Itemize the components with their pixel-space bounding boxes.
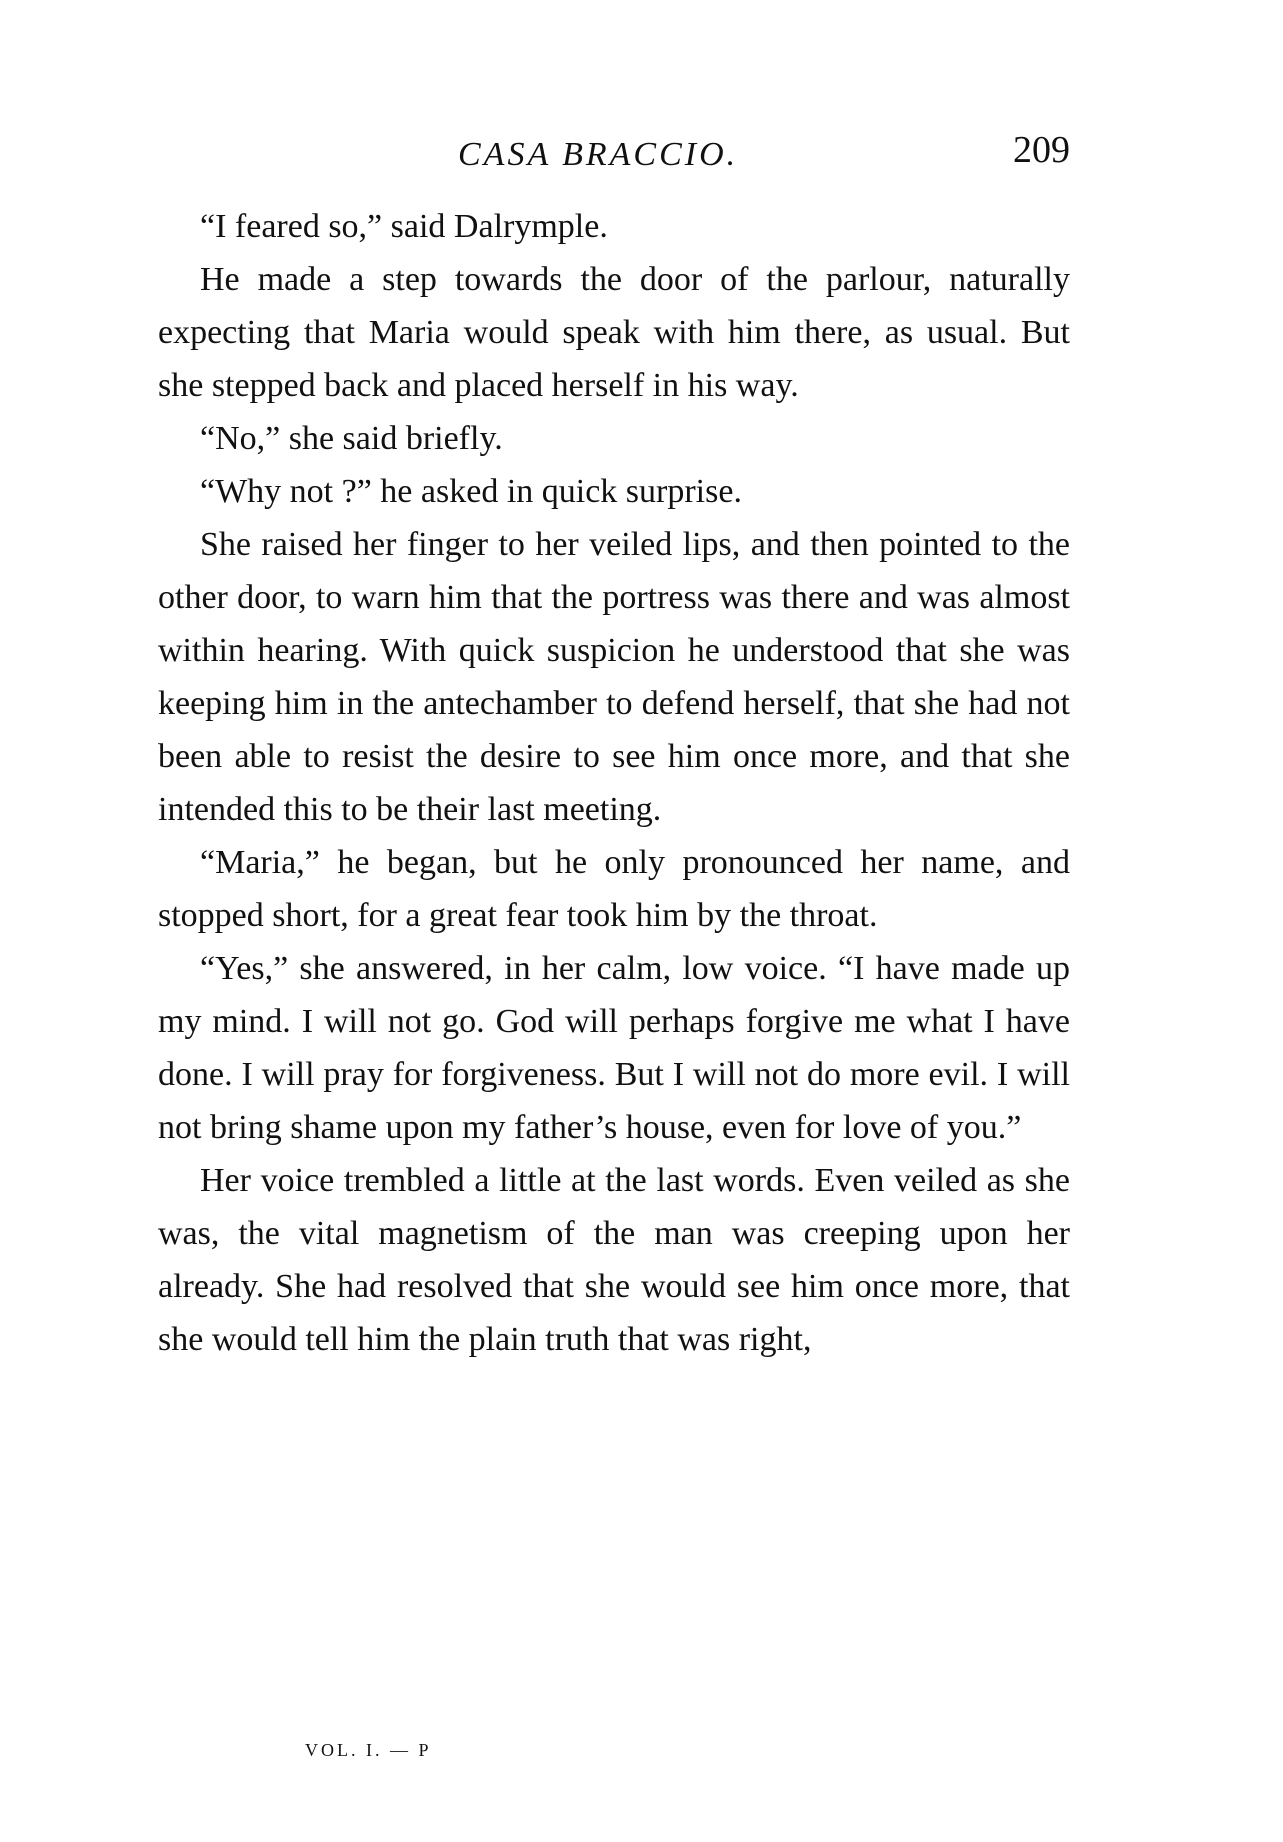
page-number: 209 <box>1013 129 1070 171</box>
paragraph: “Maria,” he began, but he only pronounced her name, and stopped short, for a great fear took him by the throat. <box>158 844 1070 934</box>
running-title: CASA BRACCIO. <box>458 136 739 173</box>
body-text <box>158 200 1070 1366</box>
paragraph: “No,” she said briefly. <box>200 420 503 457</box>
signature-mark: VOL. I. — P <box>305 1740 432 1760</box>
paragraph: He made a step towards the door of the parlour, naturally expecting that Maria would speak with him there, as usual. But she stepped back and placed herself in his way. <box>158 261 1070 404</box>
paragraph: She raised her finger to her veiled lips, and then pointed to the other door, to warn him that the portress was there and was almost within hearing. With quick suspicion he understood that she was keeping him in the antechamber to defend herself, that she had not been able to resist the desire to see him once more, and that she intended this to be their last meeting. <box>158 526 1070 828</box>
paragraph: Her voice trembled a little at the last words. Even veiled as she was, the vital magnetism of the man was creeping upon her already. She had resolved that she would see him once more, that she would tell him the plain truth that was right, <box>158 1162 1070 1358</box>
book-page <box>158 128 1070 1366</box>
page-header <box>158 128 1070 200</box>
paragraph: “Why not ?” he asked in quick surprise. <box>200 473 742 510</box>
paragraph: “Yes,” she answered, in her calm, low voice. “I have made up my mind. I will not go. God will perhaps forgive me what I have done. I will pray for forgiveness. But I will not do more evil. I will not bring shame upon my father’s house, even for love of you.” <box>158 950 1070 1146</box>
paragraph: “I feared so,” said Dalrymple. <box>200 208 608 245</box>
